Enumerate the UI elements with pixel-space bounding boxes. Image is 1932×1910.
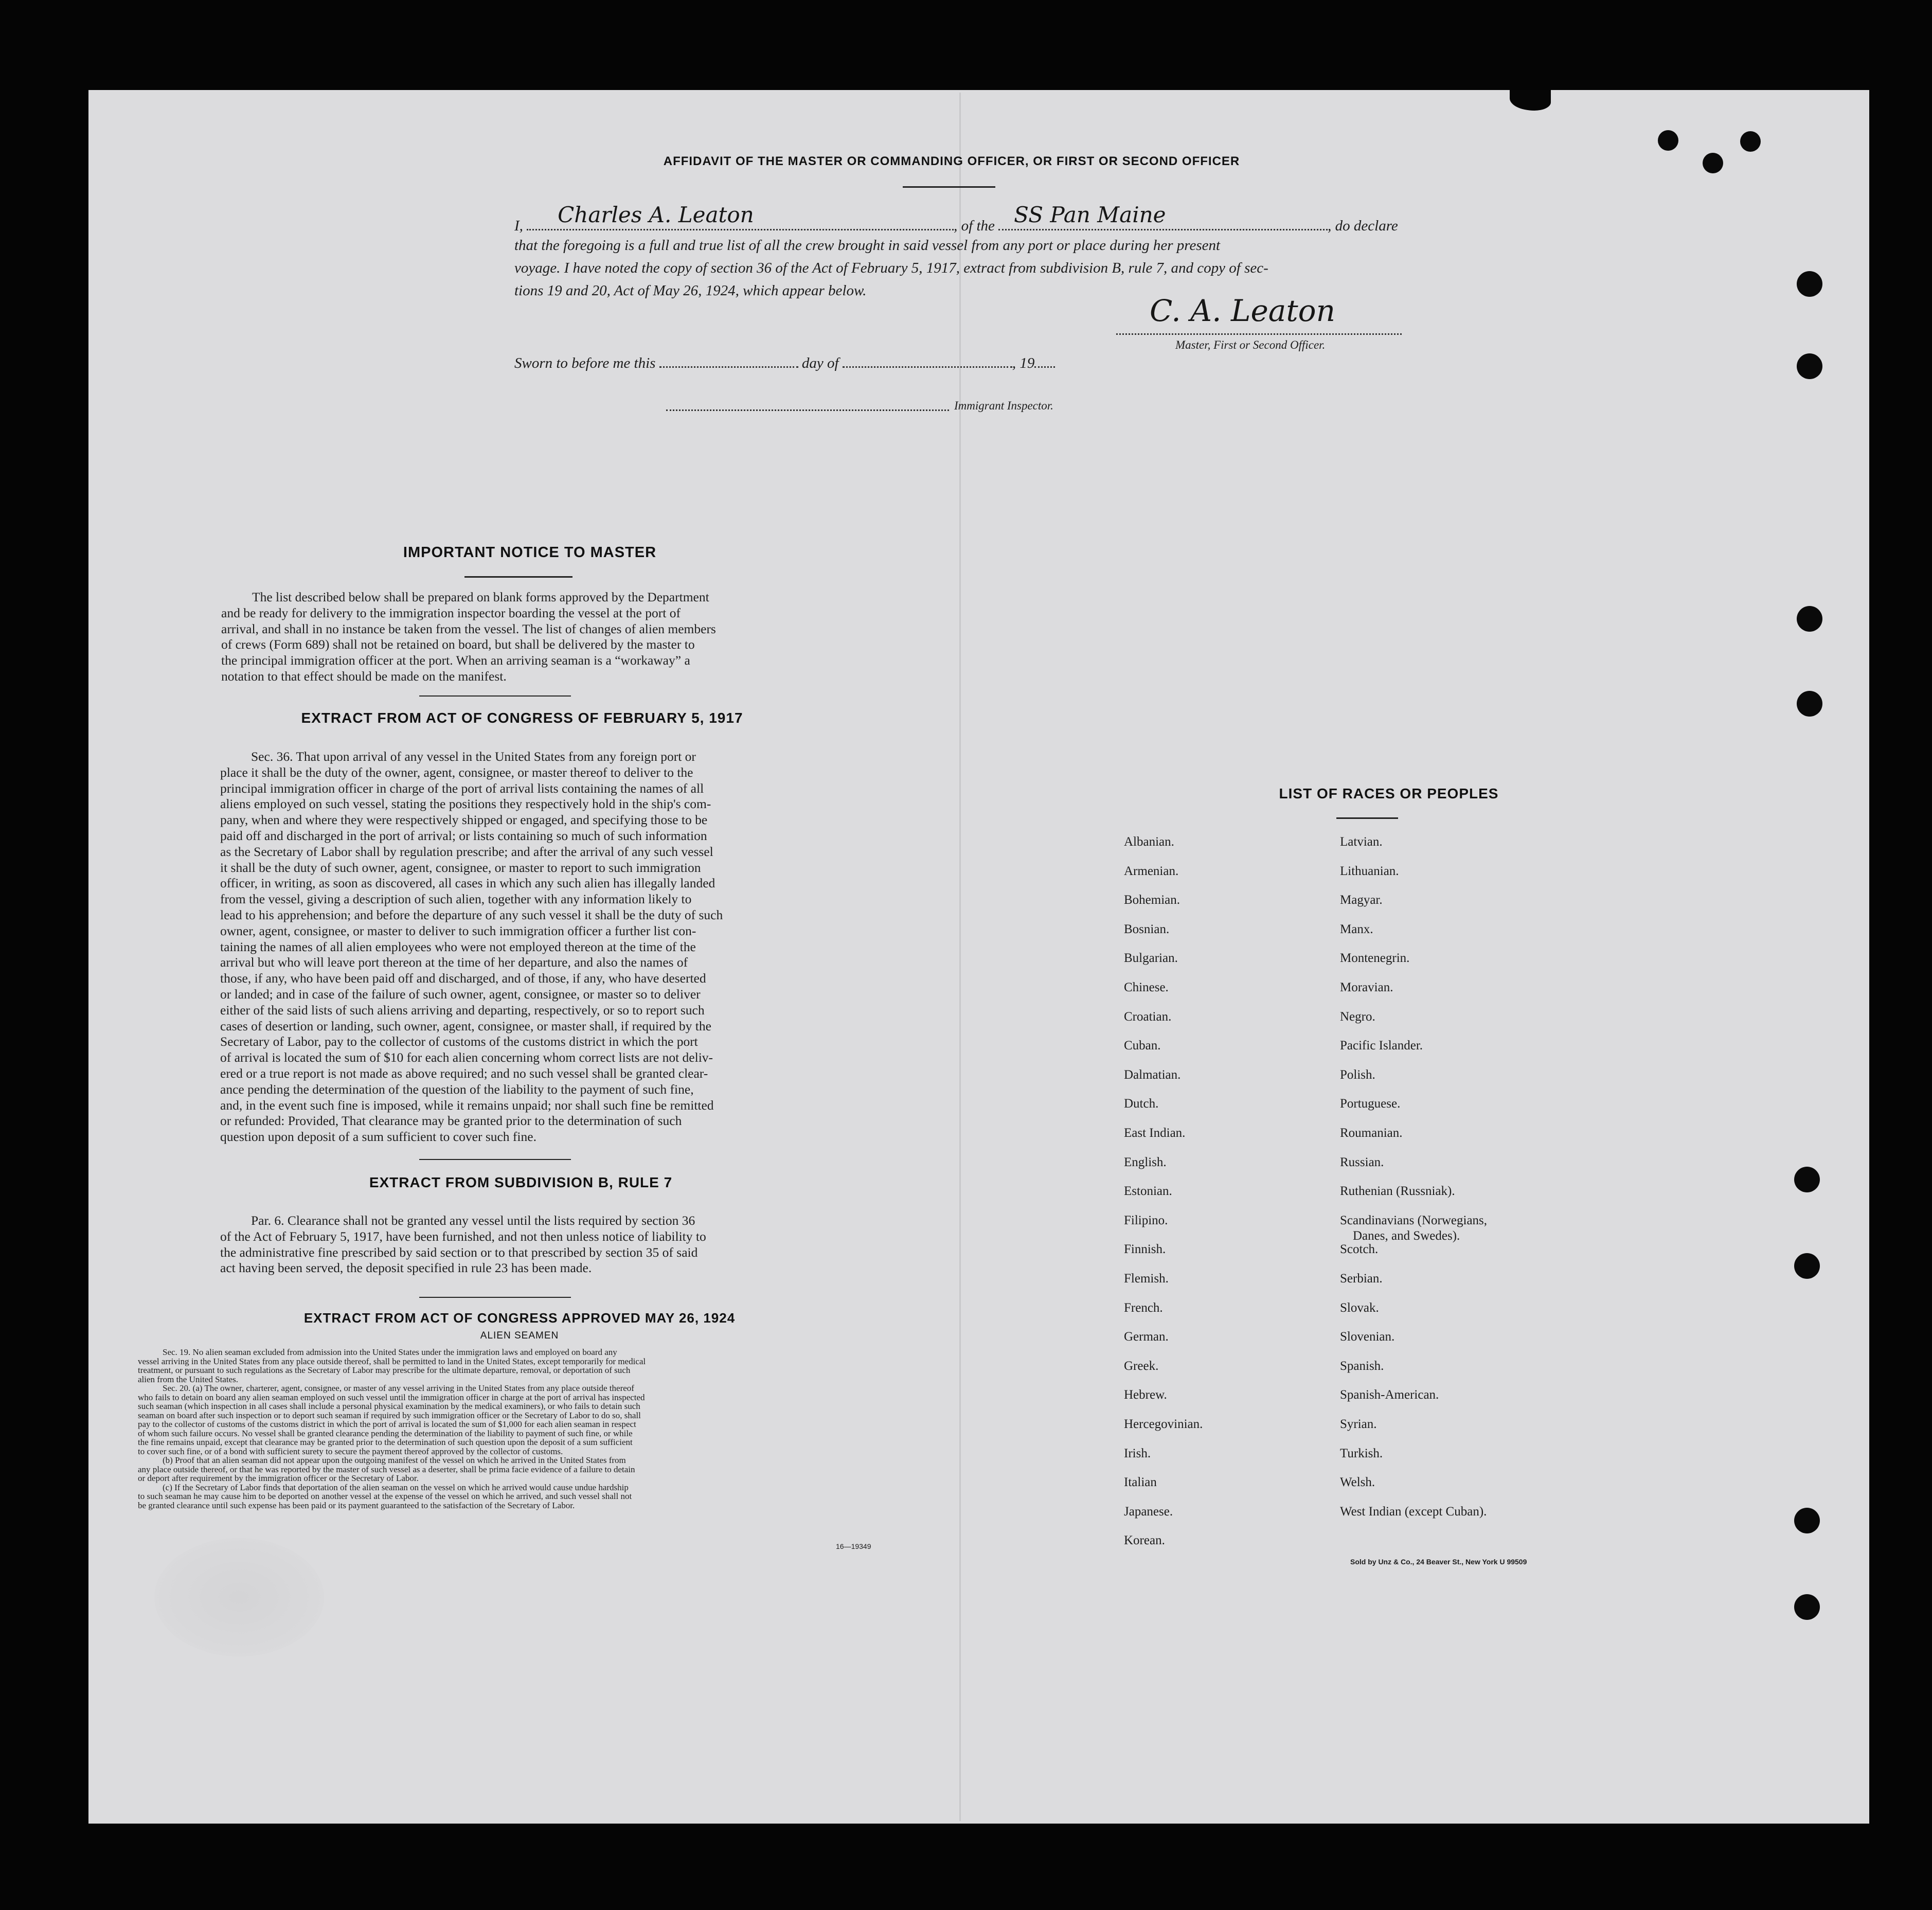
race-item: Filipino. <box>1124 1213 1168 1227</box>
extract-1917-line: taining the names of all alien employees who were not employed thereon at the time of the <box>220 939 696 954</box>
race-item: Pacific Islander. <box>1340 1039 1423 1053</box>
race-item: Slovenian. <box>1340 1330 1395 1344</box>
affidavit-line3: voyage. I have noted the copy of section 36 of the Act of February 5, 1917, extract from subdivision B, rule 7, and copy of sec- <box>514 260 1268 276</box>
signature-line <box>1116 333 1402 335</box>
inspector-line <box>666 409 949 411</box>
rule7-line: the administrative fine prescribed by said section or to that prescribed by section 35 of said <box>220 1244 698 1260</box>
race-item: Irish. <box>1124 1446 1151 1460</box>
extract-1917-line: Secretary of Labor, pay to the collector of customs of the customs district in which the port <box>220 1034 698 1049</box>
binder-hole <box>1797 353 1822 379</box>
affidavit-do-declare: , do declare <box>1328 218 1398 234</box>
extract-1917-line: those, if any, who have been paid off and discharged, and of those, if any, who have deserted <box>220 971 706 986</box>
race-item: Armenian. <box>1124 864 1179 878</box>
rule7-body <box>220 1213 802 1276</box>
race-item: Dutch. <box>1124 1097 1159 1111</box>
race-item: Russian. <box>1340 1155 1384 1169</box>
race-item: Greek. <box>1124 1359 1159 1373</box>
form-number: 16—19349 <box>836 1542 871 1550</box>
notice-line: the principal immigration officer at the port. When an arriving seaman is a “workaway” a <box>221 653 690 668</box>
extract-1924-line: Sec. 19. No alien seaman excluded from admission into the United States under the immigration laws and employed on board any <box>163 1347 617 1357</box>
extract-1917-line: question upon deposit of a sum sufficient to cover such fine. <box>220 1129 536 1145</box>
race-item: Lithuanian. <box>1340 864 1399 878</box>
race-item: Polish. <box>1340 1067 1375 1082</box>
extract-1917-line: or landed; and in case of the failure of such owner, agent, consignee, or master so to deliver <box>220 986 701 1002</box>
extract-1917-line: of arrival is located the sum of $10 for each alien concerning whom correct lists are not deliv- <box>220 1050 713 1065</box>
affidavit-line1 <box>514 202 1440 235</box>
extract-1924-title: EXTRACT FROM ACT OF CONGRESS APPROVED MAY 26, 1924 <box>303 1310 736 1326</box>
affidavit-title: AFFIDAVIT OF THE MASTER OR COMMANDING OFFICER, OR FIRST OR SECOND OFFICER <box>663 154 1240 168</box>
extract-1924-line: alien from the United States. <box>138 1374 238 1384</box>
race-item: Serbian. <box>1340 1272 1383 1286</box>
race-item: East Indian. <box>1124 1126 1186 1140</box>
extract-1917-line: officer, in writing, as soon as discovered, all cases in which any such alien has illegally landed <box>220 876 715 891</box>
rule7-line: of the Act of February 5, 1917, have been furnished, and not then unless notice of liability to <box>220 1228 706 1244</box>
race-item: English. <box>1124 1155 1167 1169</box>
binder-hole <box>1794 1508 1820 1533</box>
affidavit-i-label: I, <box>514 218 523 234</box>
extract-1924-line: (b) Proof that an alien seaman did not appear upon the outgoing manifest of the vessel on which he arrived in the United States from <box>163 1455 626 1465</box>
extract-1924-body <box>138 1348 880 1510</box>
binder-hole <box>1794 1253 1820 1279</box>
extract-1924-line: Sec. 20. (a) The owner, charterer, agent, consignee, or master of any vessel arriving in the United States from any place outside thereof <box>163 1383 634 1393</box>
signature-caption: Master, First or Second Officer. <box>1175 338 1326 351</box>
extract-1924-line: seaman on board after such inspection or to deport such seaman if required by such immigration officer or the Secretary of Labor to do so, shall <box>138 1410 641 1420</box>
section-divider <box>419 1159 571 1160</box>
race-item: Croatian. <box>1124 1009 1172 1024</box>
race-item: Moravian. <box>1340 980 1393 994</box>
race-item: Roumanian. <box>1340 1126 1403 1140</box>
extract-1924-line: to cover such fine, or of a bond with sufficient surety to secure the payment thereof approved by the collector of customs. <box>138 1446 563 1456</box>
extract-1917-line: principal immigration officer in charge of the port of arrival lists containing the names of all <box>220 780 704 796</box>
extract-1917-line: either of the said lists of such aliens arriving and departing, respectively, or so to report such <box>220 1002 705 1018</box>
extract-1924-line: be granted clearance until such expense has been paid or its payment guaranteed to the satisfaction of the Secretary of Labor. <box>138 1500 575 1510</box>
inspector-caption: Immigrant Inspector. <box>954 399 1053 412</box>
race-item: Estonian. <box>1124 1184 1172 1199</box>
page-fold <box>959 93 961 1821</box>
race-item: Cuban. <box>1124 1039 1161 1053</box>
extract-1924-line: any place outside thereof, or that he was reported by the master of such vessel as a deserter, shall be prima facie evidence of a failure to detain <box>138 1464 635 1474</box>
race-item: Scandinavians (Norwegians, <box>1340 1213 1488 1227</box>
race-item: Syrian. <box>1340 1417 1377 1431</box>
race-item: Korean. <box>1124 1533 1165 1548</box>
extract-1917-line: Sec. 36. That upon arrival of any vessel in the United States from any foreign port or <box>251 749 696 764</box>
extract-1924-line: such seaman (which inspection in all cases shall include a personal physical examination by the medical examiners), or who fails to detain such <box>138 1401 640 1411</box>
notice-line: notation to that effect should be made on the manifest. <box>221 668 507 684</box>
binder-hole <box>1794 1167 1820 1192</box>
printer-imprint: Sold by Unz & Co., 24 Beaver St., New York U 99509 <box>1350 1558 1527 1566</box>
notice-line: of crews (Form 689) shall not be retained on board, but shall be delivered by the master to <box>221 637 695 652</box>
extract-1917-line: cases of desertion or landing, such owner, agent, consignee, or master shall, if required by the <box>220 1018 711 1033</box>
master-name-field <box>527 202 954 230</box>
extract-1917-line: owner, agent, consignee, or master to deliver to such immigration officer a further list con- <box>220 923 696 938</box>
race-item: Hebrew. <box>1124 1388 1167 1402</box>
extract-1924-line: the fine remains unpaid, except that clearance may be granted prior to the determination of such question upon the deposit of a sum sufficient <box>138 1437 633 1447</box>
race-item: Portuguese. <box>1340 1097 1401 1111</box>
affidavit-of-the: , of the <box>954 218 995 234</box>
race-item: Scotch. <box>1340 1242 1379 1257</box>
extract-1924-line: (c) If the Secretary of Labor finds that deportation of the alien seaman on the vessel on which he arrived would cause undue hardship <box>163 1482 629 1492</box>
races-title: LIST OF RACES OR PEOPLES <box>1279 786 1499 801</box>
binder-hole <box>1797 271 1822 297</box>
extract-1917-line: it shall be the duty of such owner, agent, consignee, or master to report to such immigration <box>220 860 701 875</box>
binder-hole <box>1797 691 1822 717</box>
extract-1917-body <box>220 749 802 1145</box>
race-item: Montenegrin. <box>1340 951 1410 966</box>
extract-1924-line: vessel arriving in the United States from any place outside thereof, shall be permitted to land in the United States, except temporarily for medical <box>138 1356 646 1366</box>
race-item: Spanish-American. <box>1340 1388 1439 1402</box>
notice-line: and be ready for delivery to the immigration inspector boarding the vessel at the port of <box>221 605 681 620</box>
race-item: German. <box>1124 1330 1169 1344</box>
extract-1917-line: or refunded: Provided, That clearance may be granted prior to the determination of such <box>220 1113 682 1129</box>
notice-title-rule <box>464 576 573 578</box>
race-item: Albanian. <box>1124 835 1174 849</box>
extract-1924-line: pay to the collector of customs of the customs district in which the port of arrival is located the sum of $1,000 for each alien seaman in respect <box>138 1419 636 1429</box>
race-item: Bosnian. <box>1124 922 1170 936</box>
race-item: Slovak. <box>1340 1300 1379 1315</box>
binder-hole <box>1797 606 1822 632</box>
race-item: Magyar. <box>1340 893 1383 907</box>
race-item: Italian <box>1124 1475 1157 1490</box>
sworn-line <box>514 355 1183 372</box>
race-item: Manx. <box>1340 922 1373 936</box>
rule7-line: Par. 6. Clearance shall not be granted any vessel until the lists required by section 36 <box>251 1213 695 1228</box>
notice-title: IMPORTANT NOTICE TO MASTER <box>403 544 657 561</box>
extract-1917-line: ance pending the determination of the question of the liability to the payment of such fine, <box>220 1081 694 1097</box>
master-name-handwriting: Charles A. Leaton <box>558 202 754 227</box>
race-item: Flemish. <box>1124 1272 1169 1286</box>
binder-hole <box>1658 130 1678 151</box>
affidavit-line2: that the foregoing is a full and true list of all the crew brought in said vessel from any port or place during her present <box>514 237 1221 254</box>
extract-1917-line: aliens employed on such vessel, stating the positions they respectively hold in the ship's com- <box>220 796 711 812</box>
extract-1917-line: pany, when and where they were respectively shipped or engaged, and specifying those to be <box>220 812 708 828</box>
extract-1924-subtitle: ALIEN SEAMEN <box>480 1330 559 1341</box>
notice-body <box>221 590 805 685</box>
sworn-label: Sworn to before me this <box>514 355 656 371</box>
extract-1924-line: treatment, or pursuant to such regulations as the Secretary of Labor may prescribe for the ultimate departure, removal, or deportation of such <box>138 1365 631 1375</box>
race-item: Chinese. <box>1124 980 1169 994</box>
notice-line: The list described below shall be prepared on blank forms approved by the Department <box>252 590 709 604</box>
binder-hole <box>1703 153 1723 173</box>
day-of-label: day of <box>801 355 839 371</box>
race-item: Japanese. <box>1124 1504 1173 1519</box>
extract-1924-line: of whom such failure occurs. No vessel shall be granted clearance pending the determination of the liability to payment of such fine, or while <box>138 1428 633 1438</box>
affidavit-title-rule <box>903 186 995 188</box>
notice-line: arrival, and shall in no instance be taken from the vessel. The list of changes of alien members <box>221 621 716 636</box>
extract-1917-line: and, in the event such fine is imposed, while it remains unpaid; nor shall such fine be remitted <box>220 1097 714 1113</box>
extract-1917-line: from the vessel, giving a description of such alien, together with any information likely to <box>220 891 692 907</box>
extract-1917-line: place it shall be the duty of the owner, agent, consignee, or master thereof to deliver to the <box>220 764 693 780</box>
race-item: Finnish. <box>1124 1242 1166 1257</box>
race-item: Bohemian. <box>1124 893 1180 907</box>
affidavit-line4: tions 19 and 20, Act of May 26, 1924, which appear below. <box>514 282 867 299</box>
rule7-line: act having been served, the deposit specified in rule 23 has been made. <box>220 1260 592 1276</box>
section-divider <box>419 1297 571 1298</box>
races-title-rule <box>1336 817 1398 819</box>
section-divider <box>419 695 571 697</box>
race-item: Latvian. <box>1340 835 1383 849</box>
race-item: Dalmatian. <box>1124 1067 1181 1082</box>
race-item: Bulgarian. <box>1124 951 1178 966</box>
extract-1917-line: arrival but who will leave port thereon at the time of her departure, and also the names of <box>220 955 688 970</box>
race-item: French. <box>1124 1300 1163 1315</box>
sworn-month-field <box>843 366 1012 368</box>
extract-1917-line: ered or a true report is not made as above required; and no such vessel shall be granted clear- <box>220 1065 708 1081</box>
embossed-seal <box>154 1538 324 1656</box>
race-item: Ruthenian (Russniak). <box>1340 1184 1455 1199</box>
extract-1924-line: or deport after requirement by the immigration officer or the Secretary of Labor. <box>138 1473 419 1483</box>
race-item: Negro. <box>1340 1009 1375 1024</box>
rule7-title: EXTRACT FROM SUBDIVISION B, RULE 7 <box>369 1174 673 1190</box>
extract-1924-line: who fails to detain on board any alien seaman employed on such vessel until the immigration officer in charge at the port of arrival has inspected <box>138 1392 645 1402</box>
extract-1917-title: EXTRACT FROM ACT OF CONGRESS OF FEBRUARY 5, 1917 <box>301 710 743 726</box>
extract-1924-line: to such seaman he may cause him to be deported on another vessel at the expense of the vessel on which he arrived, and such vessel shall not <box>138 1491 632 1501</box>
sworn-year-field <box>1034 366 1055 368</box>
extract-1917-line: lead to his apprehension; and before the departure of any such vessel it shall be the duty of such <box>220 907 723 922</box>
master-signature: C. A. Leaton <box>1150 293 1335 328</box>
binder-hole <box>1794 1594 1820 1620</box>
binder-hole <box>1740 131 1761 152</box>
race-item: Hercegovinian. <box>1124 1417 1203 1431</box>
extract-1917-line: as the Secretary of Labor shall by regulation prescribe; and after the arrival of any such vessel <box>220 844 713 859</box>
extract-1917-line: paid off and discharged in the port of arrival; or lists containing so much of such information <box>220 828 707 843</box>
vessel-name-handwriting: SS Pan Maine <box>1014 202 1166 227</box>
race-item: Danes, and Swedes). <box>1353 1228 1460 1243</box>
race-item: Welsh. <box>1340 1475 1375 1490</box>
race-item: Spanish. <box>1340 1359 1384 1373</box>
race-item: West Indian (except Cuban). <box>1340 1504 1487 1519</box>
sworn-day-field <box>659 366 798 368</box>
vessel-name-field <box>998 202 1328 230</box>
year-label: , 19 <box>1012 355 1035 371</box>
race-item: Turkish. <box>1340 1446 1383 1460</box>
